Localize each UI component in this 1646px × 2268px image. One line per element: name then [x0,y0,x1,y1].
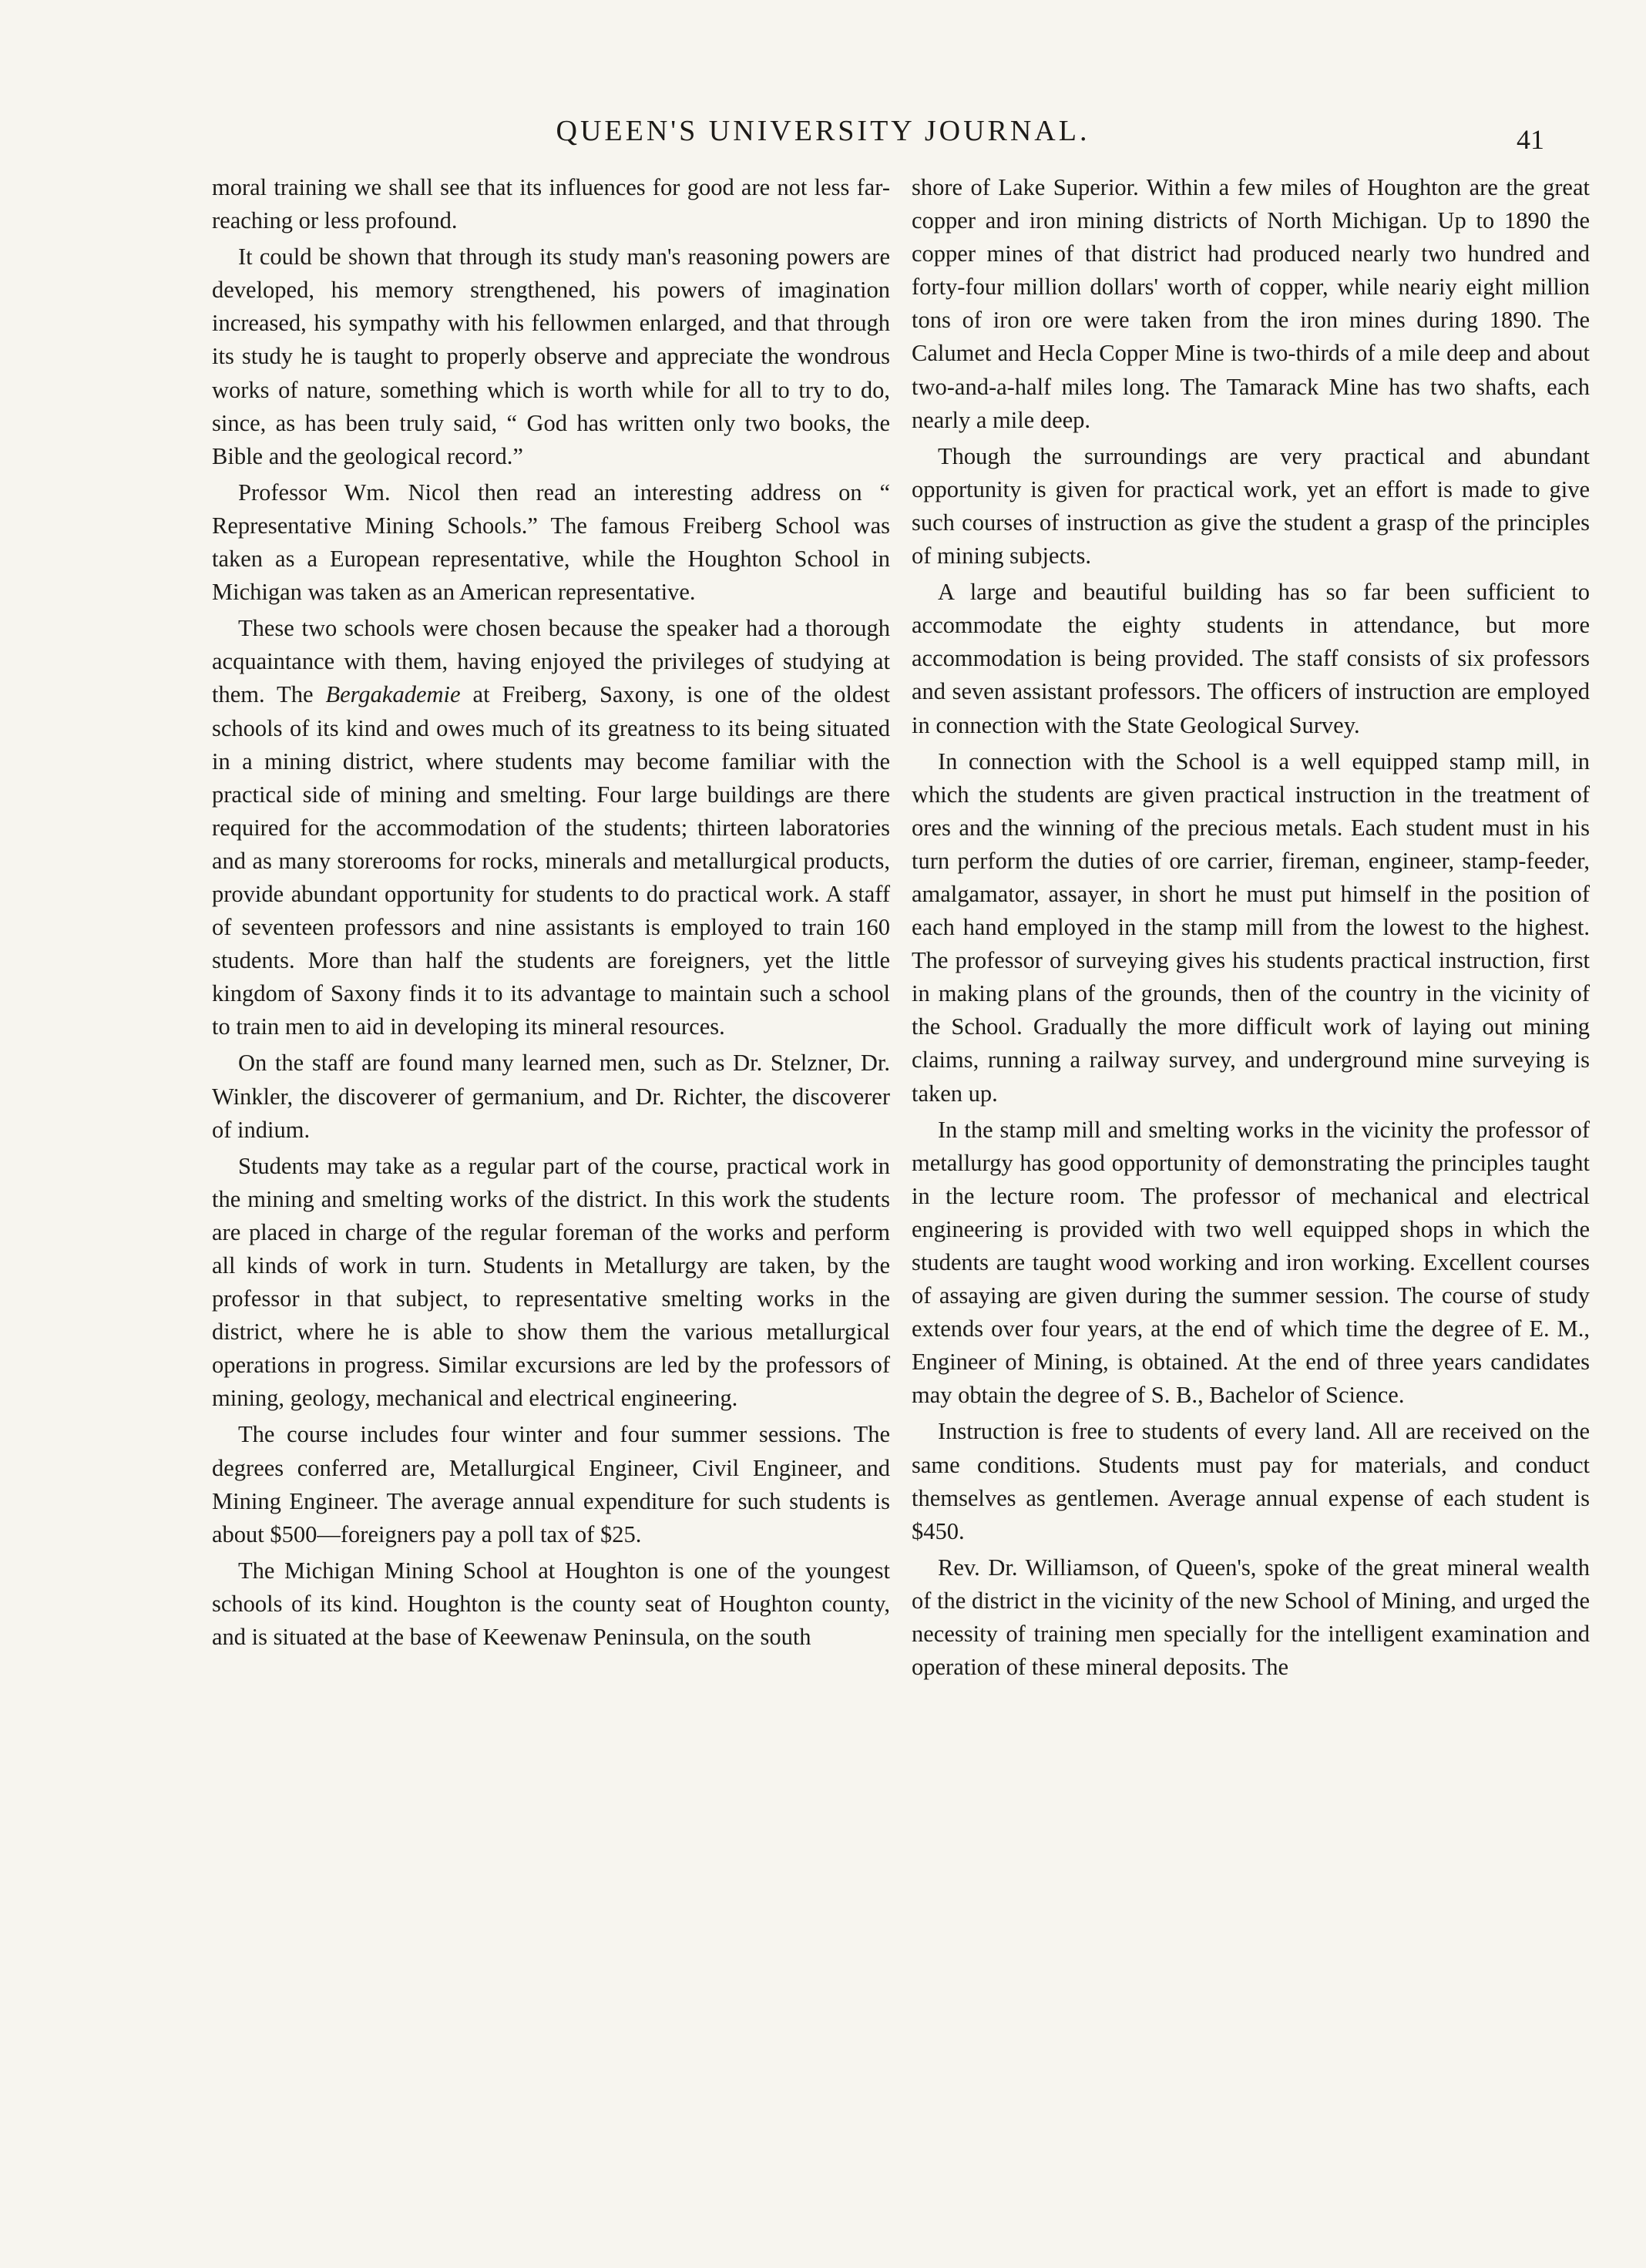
paragraph-text: at Freiberg, Saxony, is one of the oldest schools of its kind and owes much of its greatness to its being situated in a mining district, where students may become familiar with the practical side of mining and smelting. Four large buildings are there required for the accommodation of the students; thirteen laboratories and as many storerooms for rocks, minerals and metallurgical products, provide abundant opportunity for students to do practical work. A staff of seventeen professors and nine assistants is employed to train 160 students. More than half the students are foreigners, yet the little kingdom of Saxony finds it to its advantage to maintain such a school to train men to aid in developing its mineral resources. [212,681,891,1040]
paragraph: On the staff are found many learned men, such as Dr. Stelzner, Dr. Winkler, the discoverer of germanium, and Dr. Richter, the discoverer of indium. [212,1050,890,1143]
paragraph: Professor Wm. Nicol then read an interesting address on “ Representative Mining Schools.” The famous Freiberg School was taken as a European representative, while the Houghton School in Michigan was taken as an American representative. [212,479,890,606]
running-header: QUEEN'S UNIVERSITY JOURNAL. [556,115,1090,147]
paragraph [212,612,890,1043]
paragraph: moral training we shall see that its influences for good are not less far-reaching or less profound. [212,174,890,234]
paragraph: The Michigan Mining School at Houghton is one of the youngest schools of its kind. Houghton is the county seat of Houghton county, and is situated at the base of Keewenaw Peninsula, on the south [212,1557,890,1651]
paragraph-text: These two schools were chosen because the speaker had a thorough acquaintance with them, having enjoyed the privileges of studying at them. The [212,615,890,708]
paragraph: Instruction is free to students of every land. All are received on the same conditions. Students must pay for materials, and conduct themselves as gentlemen. Average annual expense of each student is $450. [912,1418,1590,1544]
italic-term: Bergakademie [325,681,461,708]
paragraph: It could be shown that through its study man's reasoning powers are developed, his memory strengthened, his powers of imagination increased, his sympathy with his fellowmen enlarged, and that through its study he is taught to properly observe and appreciate the wondrous works of nature, something which is worth while for all to try to do, since, as has been truly said, “ God has written only two books, the Bible and the geological record.” [212,244,890,469]
paragraph: Rev. Dr. Williamson, of Queen's, spoke of the great mineral wealth of the district in the vicinity of the new School of Mining, and urged the necessity of training men specially for the intelligent examination and operation of these mineral deposits. The [912,1554,1590,1681]
page-number: 41 [1517,124,1544,155]
paragraph: In the stamp mill and smelting works in the vicinity the professor of metallurgy has good opportunity of demonstrating the principles taught in the lecture room. The professor of mechanical and electrical engineering is provided with two well equipped shops in which the students are taught wood working and iron working. Excellent courses of assaying are given during the summer session. The course of study extends over four years, at the end of which time the degree of E. M., Engineer of Mining, is obtained. At the end of three years candidates may obtain the degree of S. B., Bachelor of Science. [912,1116,1590,1409]
right-column [912,171,1590,1687]
paragraph: In connection with the School is a well equipped stamp mill, in which the students are given practical instruction in the treatment of ores and the winning of the precious metals. Each student must in his turn perform the duties of ore carrier, fireman, engineer, stamp-feeder, amalgamator, assayer, in short he must put himself in the position of each hand employed in the stamp mill from the lowest to the highest. The professor of surveying gives his students practical instruction, first in making plans of the grounds, then of the country in the vicinity of the School. Gradually the more difficult work of laying out mining claims, running a railway survey, and underground mine surveying is taken up. [912,748,1590,1107]
left-column [212,171,890,1657]
paragraph: A large and beautiful building has so far been sufficient to accommodate the eighty students in attendance, but more accommodation is being provided. The staff consists of six professors and seven assistant professors. The officers of instruction are employed in connection with the State Geological Survey. [912,579,1590,738]
paragraph: Students may take as a regular part of the course, practical work in the mining and smelting works of the district. In this work the students are placed in charge of the regular foreman of the works and perform all kinds of work in turn. Students in Metallurgy are taken, by the professor in that subject, to representative smelting works in the district, where he is able to show them the various metallurgical operations in progress. Similar excursions are led by the professors of mining, geology, mechanical and electrical engineering. [212,1152,890,1412]
paragraph: shore of Lake Superior. Within a few miles of Houghton are the great copper and iron mining districts of North Michigan. Up to 1890 the copper mines of that district had produced nearly two hundred and forty-four million dollars' worth of copper, while neariy eight million tons of iron ore were taken from the iron mines during 1890. The Calumet and Hecla Copper Mine is two-thirds of a mile deep and about two-and-a-half miles long. The Tamarack Mine has two shafts, each nearly a mile deep. [912,174,1590,433]
paragraph: Though the surroundings are very practical and abundant opportunity is given for practical work, yet an effort is made to give such courses of instruction as give the student a grasp of the principles of mining subjects. [912,442,1590,570]
paragraph: The course includes four winter and four summer sessions. The degrees conferred are, Metallurgical Engineer, Civil Engineer, and Mining Engineer. The average annual expenditure for such students is about $500—foreigners pay a poll tax of $25. [212,1421,890,1547]
